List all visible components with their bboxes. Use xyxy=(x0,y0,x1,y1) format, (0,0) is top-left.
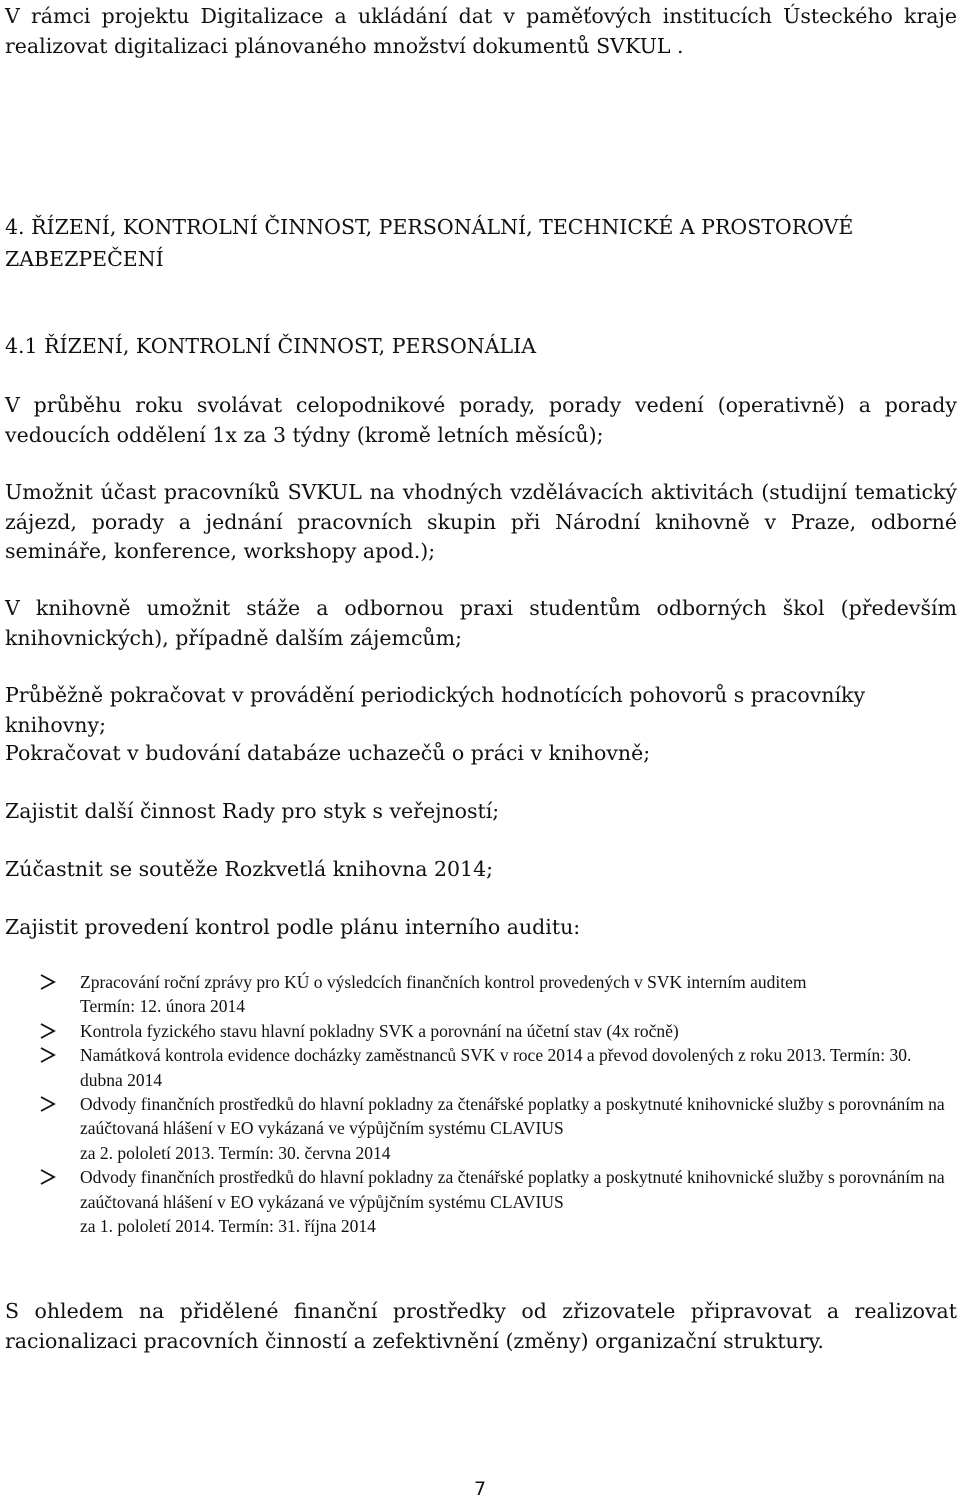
arrow-bullet-icon xyxy=(38,1019,58,1043)
arrow-bullet-icon xyxy=(38,970,58,994)
intro-paragraph: V rámci projektu Digitalizace a ukládání dat v paměťových institucích Ústeckého kraje realizovat digitalizaci plánovaného množství dokumentů SVKUL . xyxy=(5,4,957,58)
list-item xyxy=(38,1092,956,1165)
paragraph-internships: V knihovně umožnit stáže a odbornou praxi studentům odborných škol (především knihovnických), případně dalším zájemcům; xyxy=(5,596,957,650)
paragraph-education: Umožnit účast pracovníků SVKUL na vhodných vzdělávacích aktivitách (studijní tematický zájezd, porady a jednání pracovních skupin při Národní knihovně v Praze, odborné semináře, konference, workshopy apod.); xyxy=(5,480,957,563)
list-item-text: Odvody finančních prostředků do hlavní pokladny za čtenářské poplatky a poskytnuté knihovnické služby s porovnáním na zaúčtovaná hlášení v EO vykázaná ve výpůjčním systému CLAVIUS xyxy=(80,1094,945,1139)
audit-list xyxy=(38,970,956,1238)
subsection-heading: 4.1 ŘÍZENÍ, KONTROLNÍ ČINNOST, PERSONÁLIA xyxy=(5,334,537,358)
list-item xyxy=(38,970,956,1019)
paragraph-council: Zajistit další činnost Rady pro styk s veřejností; xyxy=(5,799,500,823)
section-heading: 4. ŘÍZENÍ, KONTROLNÍ ČINNOST, PERSONÁLNÍ, TECHNICKÉ A PROSTOROVÉ ZABEZPEČENÍ xyxy=(5,215,854,271)
closing-paragraph: S ohledem na přidělené finanční prostředky od zřizovatele připravovat a realizovat racionalizaci pracovních činností a zefektivnění (změny) organizační struktury. xyxy=(5,1299,957,1353)
paragraph-meetings: V průběhu roku svolávat celopodnikové porady, porady vedení (operativně) a porady vedoucích oddělení 1x za 3 týdny (kromě letních měsíců); xyxy=(5,393,957,447)
paragraph-audit: Zajistit provedení kontrol podle plánu interního auditu: xyxy=(5,915,581,939)
arrow-bullet-icon xyxy=(38,1043,58,1067)
paragraph-database: Pokračovat v budování databáze uchazečů o práci v knihovně; xyxy=(5,741,651,765)
list-item-term: za 1. pololetí 2014. Termín: 31. října 2014 xyxy=(80,1216,376,1237)
paragraph-competition: Zúčastnit se soutěže Rozkvetlá knihovna 2014; xyxy=(5,857,494,881)
list-item-text: Namátková kontrola evidence docházky zaměstnanců SVK v roce 2014 a převod dovolených z roku 2013. Termín: 30. dubna 2014 xyxy=(80,1045,912,1090)
list-item-text: Odvody finančních prostředků do hlavní pokladny za čtenářské poplatky a poskytnuté knihovnické služby s porovnáním na zaúčtovaná hlášení v EO vykázaná ve výpůjčním systému CLAVIUS xyxy=(80,1167,945,1212)
page-number: 7 xyxy=(473,1478,487,1500)
list-item-text: Zpracování roční zprávy pro KÚ o výsledcích finančních kontrol provedených v SVK interním auditem xyxy=(80,972,807,992)
list-item-text: Kontrola fyzického stavu hlavní pokladny SVK a porovnání na účetní stav (4x ročně) xyxy=(80,1020,679,1041)
arrow-bullet-icon xyxy=(38,1165,58,1189)
list-item-term: za 2. pololetí 2013. Termín: 30. června 2014 xyxy=(80,1142,391,1163)
list-item xyxy=(38,1043,956,1092)
list-item xyxy=(38,1019,956,1043)
list-item xyxy=(38,1165,956,1238)
paragraph-evaluations: Průběžně pokračovat v provádění periodických hodnotících pohovorů s pracovníky knihovny; xyxy=(5,683,866,737)
list-item-term: Termín: 12. února 2014 xyxy=(80,996,245,1017)
arrow-bullet-icon xyxy=(38,1092,58,1116)
